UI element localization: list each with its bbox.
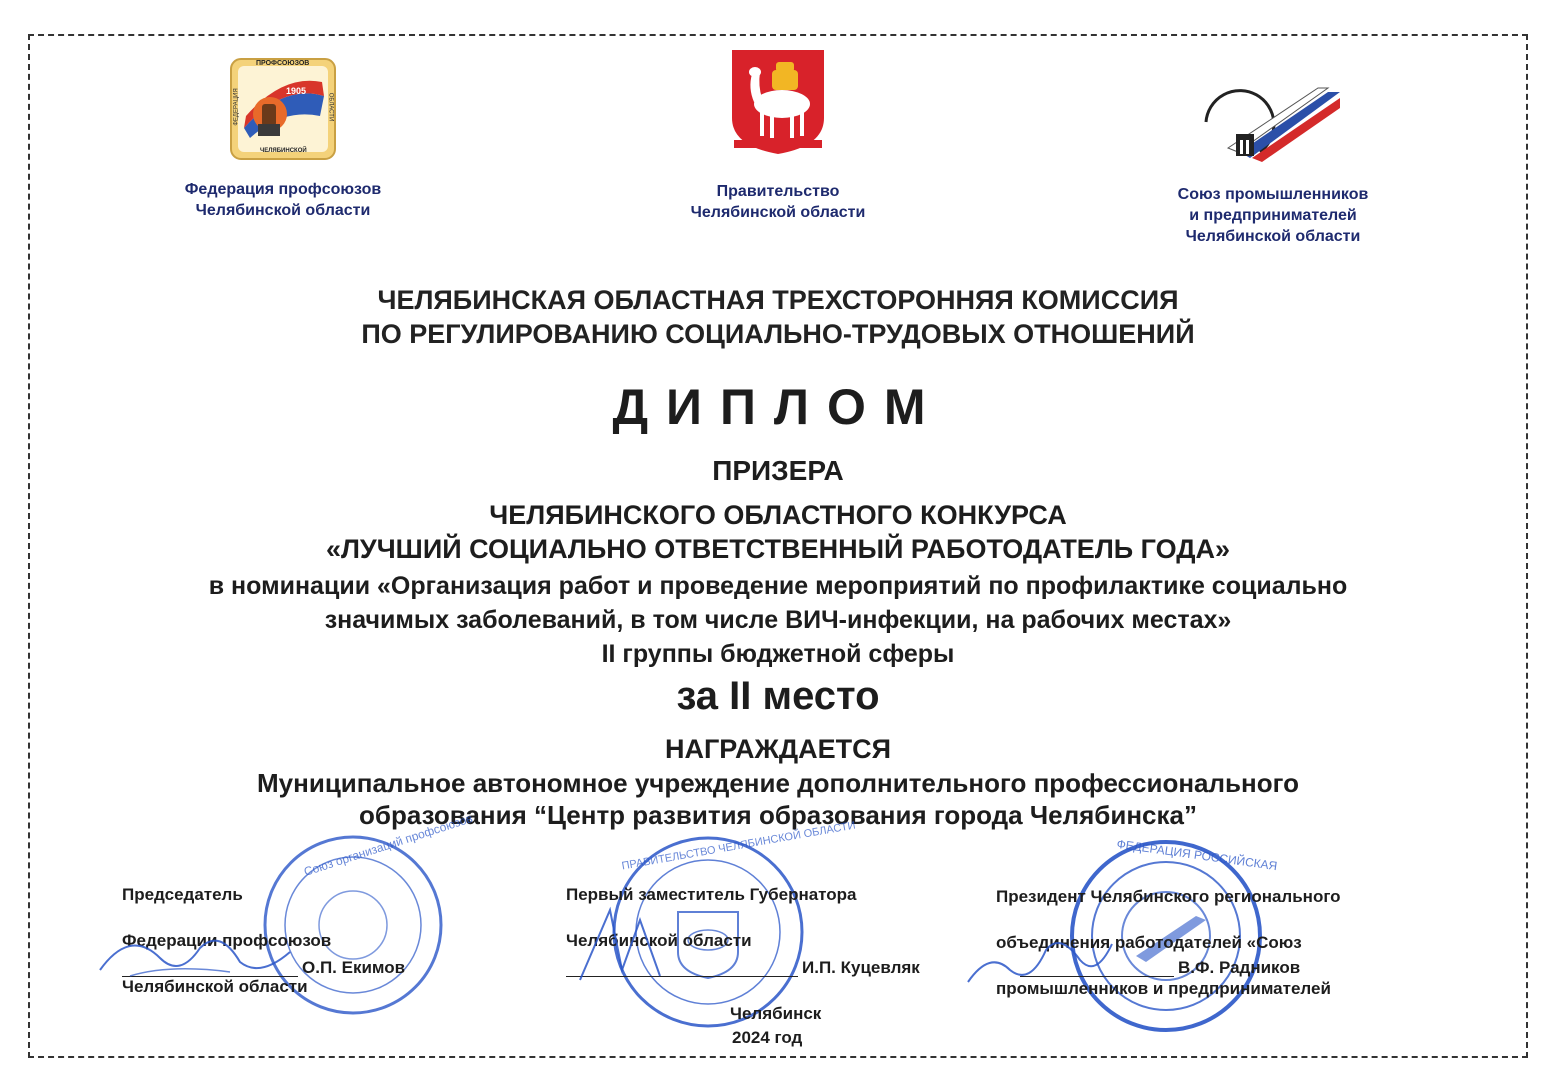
diploma-subtitle: ПРИЗЕРА [712, 455, 844, 486]
nomination-line2: значимых заболеваний, в том числе ВИЧ-инфекции, на рабочих местах» [324, 606, 1232, 634]
signatory-3-title-line2: объединения работодателей «Союз [996, 933, 1302, 952]
signatory-2-title-line1: Первый заместитель Губернатора [566, 885, 857, 904]
recipient-line2: образования “Центр развития образования города Челябинска” [359, 800, 1197, 830]
place-line: за II место [676, 674, 880, 718]
signatory-1-handwritten-signature [90, 918, 320, 988]
group-line: II группы бюджетной сферы [601, 640, 955, 668]
logo-caption-center [640, 181, 916, 223]
industrialists-union-logo [1200, 82, 1342, 164]
signatory-1-name: О.П. Екимов [302, 958, 406, 977]
logo-caption-right-line1: Союз промышленников [1177, 186, 1369, 203]
signatory-3-handwritten-signature [960, 930, 1120, 990]
footer-year: 2024 год [732, 1028, 803, 1047]
signatory-1-title-line1: Председатель [122, 885, 243, 904]
trade-union-federation-logo [228, 56, 338, 162]
employers-union-stamp-text: ФЕДЕРАЦИЯ РОССИЙСКАЯ [1115, 836, 1279, 874]
emblem-text-right: ОБЛАСТИ [327, 92, 334, 122]
logo-caption-center-line2: Челябинской области [690, 204, 866, 221]
government-stamp-text: ПРАВИТЕЛЬСТВО ЧЕЛЯБИНСКОЙ ОБЛАСТИ [620, 819, 857, 873]
logo-caption-left [140, 179, 426, 221]
emblem-text-left: ФЕДЕРАЦИЯ [233, 88, 240, 126]
contest-line2: «ЛУЧШИЙ СОЦИАЛЬНО ОТВЕТСТВЕННЫЙ РАБОТОДАТЕЛЬ ГОДА» [325, 534, 1231, 564]
signatory-2-handwritten-signature [570, 900, 690, 990]
emblem-text-top: ПРОФСОЮЗОВ [256, 60, 310, 67]
logo-caption-center-line1: Правительство [716, 183, 840, 200]
footer-city: Челябинск [730, 1004, 822, 1023]
signatory-3-title-line3: промышленников и предпринимателей [996, 979, 1331, 998]
commission-heading-line1: ЧЕЛЯБИНСКАЯ ОБЛАСТНАЯ ТРЕХСТОРОННЯЯ КОМИССИЯ [377, 285, 1179, 315]
logo-caption-right-line2: и предпринимателей [1189, 207, 1357, 224]
signatory-1-title-line3: Челябинской области [122, 977, 308, 996]
signatory-3-name: В.Ф. Радников [1178, 958, 1301, 977]
signatory-2-title-line2: Челябинской области [566, 931, 752, 950]
trade-union-stamp-text: Союз организаций профсоюзов [302, 811, 475, 879]
recipient-line1: Муниципальное автономное учреждение дополнительного профессионального [257, 768, 1299, 798]
logo-caption-left-line1: Федерация профсоюзов [184, 181, 382, 198]
diploma-title: ДИПЛОМ [612, 379, 944, 435]
chelyabinsk-coat-of-arms [730, 48, 826, 156]
signatory-2-name: И.П. Куцевляк [802, 958, 920, 977]
logo-caption-right-line3: Челябинской области [1185, 228, 1361, 245]
emblem-year: 1905 [286, 86, 307, 96]
logo-caption-right [1130, 184, 1416, 247]
awarded-line: НАГРАЖДАЕТСЯ [665, 734, 891, 764]
contest-line1: ЧЕЛЯБИНСКОГО ОБЛАСТНОГО КОНКУРСА [489, 500, 1067, 530]
signatory-1-title-line2: Федерации профсоюзов [122, 931, 332, 950]
logo-caption-left-line2: Челябинской области [195, 202, 371, 219]
commission-heading-line2: ПО РЕГУЛИРОВАНИЮ СОЦИАЛЬНО-ТРУДОВЫХ ОТНОШЕНИЙ [361, 319, 1195, 349]
nomination-line1: в номинации «Организация работ и проведение мероприятий по профилактике социально [208, 572, 1348, 600]
emblem-text-bottom: ЧЕЛЯБИНСКОЙ [260, 148, 307, 154]
signatory-3-title-line1: Президент Челябинского регионального [996, 887, 1341, 906]
